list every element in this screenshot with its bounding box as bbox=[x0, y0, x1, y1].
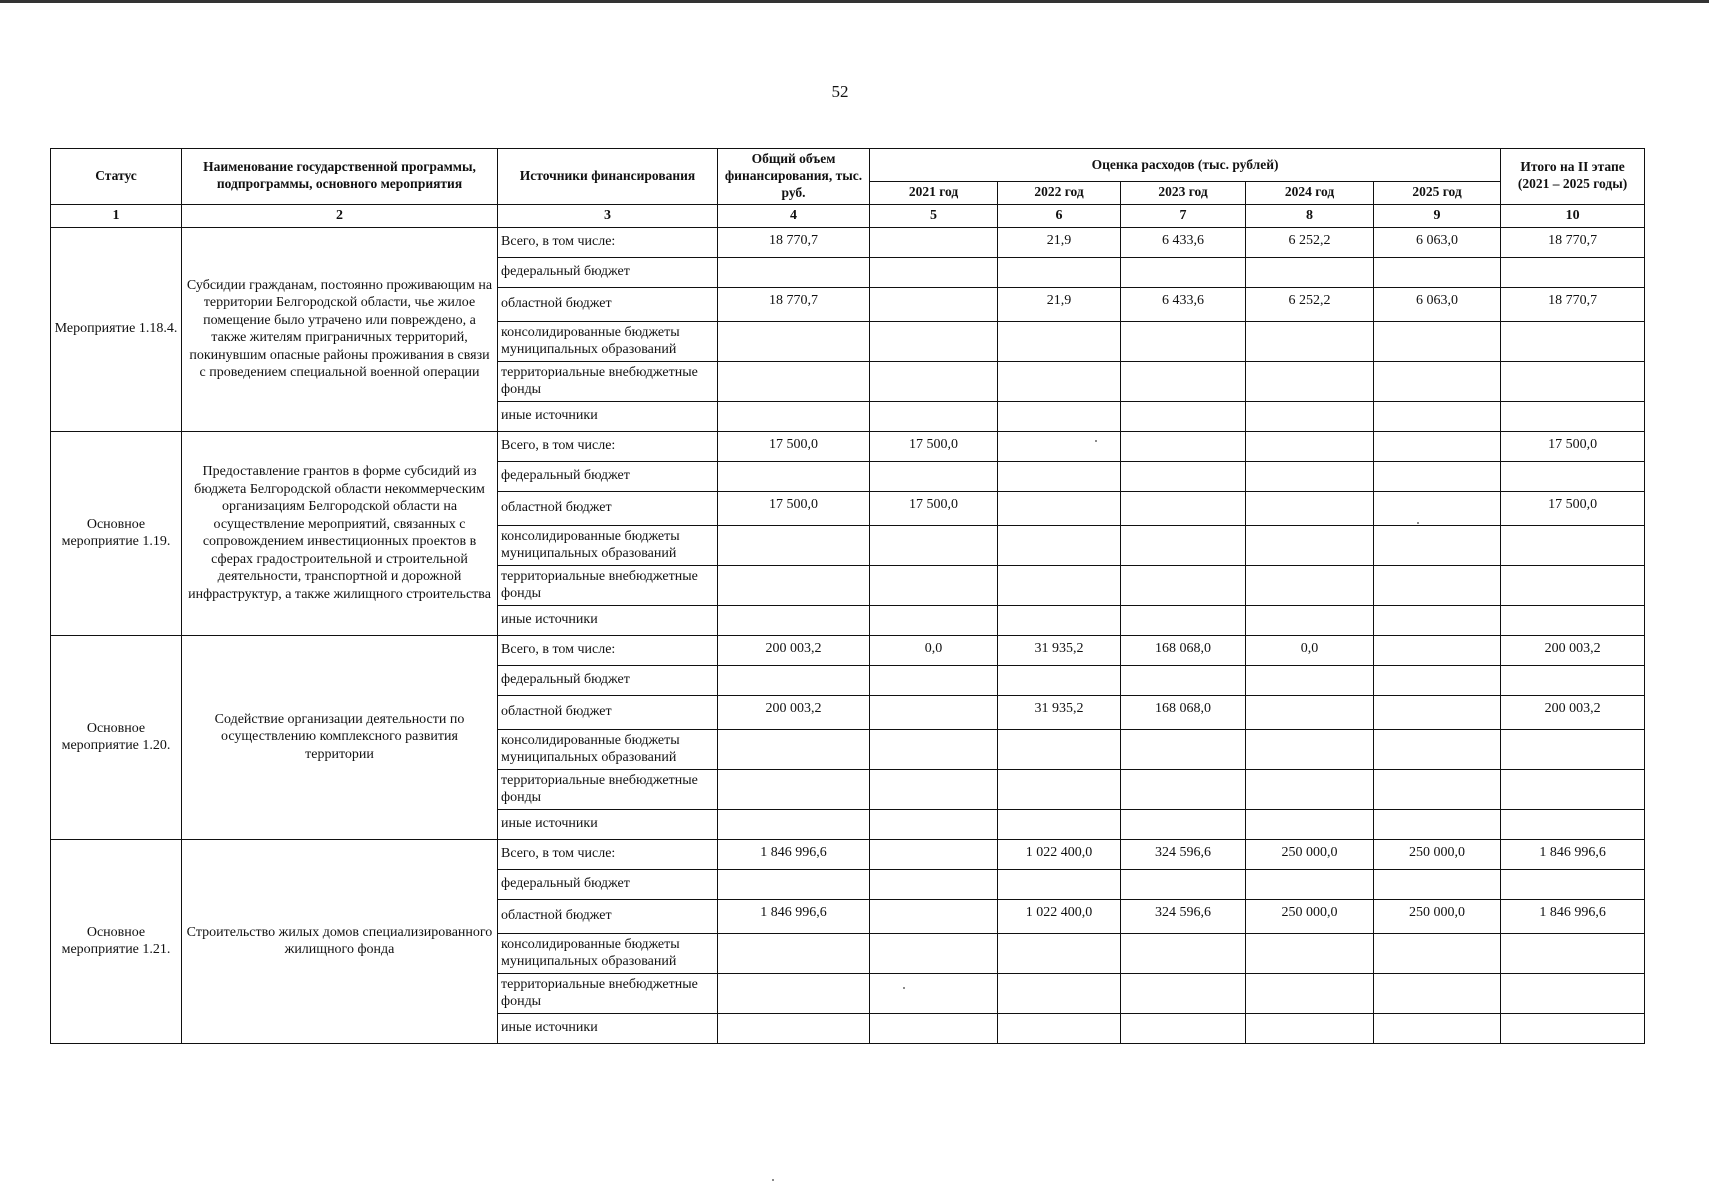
scan-speck bbox=[772, 1179, 774, 1181]
value-cell-y2023 bbox=[1121, 665, 1246, 695]
value-cell-total bbox=[718, 973, 870, 1013]
value-cell-y2024 bbox=[1246, 565, 1374, 605]
value-cell-y2023 bbox=[1121, 933, 1246, 973]
header-stage-total: Итого на II этапе (2021 – 2025 годы) bbox=[1501, 149, 1645, 205]
value-cell-y2022: 21,9 bbox=[998, 287, 1121, 321]
status-cell: Основное мероприятие 1.21. bbox=[51, 839, 182, 1043]
value-cell-y2025 bbox=[1374, 525, 1501, 565]
funding-source-cell: федеральный бюджет bbox=[498, 461, 718, 491]
header-year-2023: 2023 год bbox=[1121, 181, 1246, 204]
value-cell-y2024 bbox=[1246, 869, 1374, 899]
value-cell-y2024 bbox=[1246, 729, 1374, 769]
funding-source-cell: консолидированные бюджеты муниципальных образований bbox=[498, 525, 718, 565]
funding-source-cell: иные источники bbox=[498, 809, 718, 839]
value-cell-y2024 bbox=[1246, 769, 1374, 809]
value-cell-y2021 bbox=[870, 695, 998, 729]
column-index: 3 bbox=[498, 204, 718, 227]
column-index: 5 bbox=[870, 204, 998, 227]
value-cell-y2025: 6 063,0 bbox=[1374, 287, 1501, 321]
value-cell-total: 18 770,7 bbox=[718, 287, 870, 321]
value-cell-y2025 bbox=[1374, 869, 1501, 899]
value-cell-y2025 bbox=[1374, 361, 1501, 401]
value-cell-total: 200 003,2 bbox=[718, 695, 870, 729]
value-cell-y2022 bbox=[998, 565, 1121, 605]
value-cell-y2022: 1 022 400,0 bbox=[998, 839, 1121, 869]
value-cell-y2023 bbox=[1121, 869, 1246, 899]
value-cell-stage-total bbox=[1501, 729, 1645, 769]
value-cell-y2023: 168 068,0 bbox=[1121, 695, 1246, 729]
value-cell-y2022 bbox=[998, 973, 1121, 1013]
value-cell-y2022 bbox=[998, 257, 1121, 287]
value-cell-total: 17 500,0 bbox=[718, 491, 870, 525]
funding-source-cell: Всего, в том числе: bbox=[498, 227, 718, 257]
value-cell-y2022: 31 935,2 bbox=[998, 695, 1121, 729]
value-cell-y2022 bbox=[998, 933, 1121, 973]
funding-source-cell: областной бюджет bbox=[498, 287, 718, 321]
value-cell-stage-total bbox=[1501, 257, 1645, 287]
value-cell-stage-total bbox=[1501, 525, 1645, 565]
value-cell-y2021: 17 500,0 bbox=[870, 431, 998, 461]
value-cell-y2024 bbox=[1246, 933, 1374, 973]
value-cell-y2021: 17 500,0 bbox=[870, 491, 998, 525]
value-cell-total: 1 846 996,6 bbox=[718, 839, 870, 869]
value-cell-y2023 bbox=[1121, 461, 1246, 491]
funding-source-cell: консолидированные бюджеты муниципальных образований bbox=[498, 321, 718, 361]
value-cell-y2021 bbox=[870, 973, 998, 1013]
funding-source-cell: областной бюджет bbox=[498, 899, 718, 933]
value-cell-y2025 bbox=[1374, 461, 1501, 491]
value-cell-y2022 bbox=[998, 401, 1121, 431]
value-cell-y2024: 6 252,2 bbox=[1246, 227, 1374, 257]
value-cell-y2021 bbox=[870, 933, 998, 973]
scan-speck bbox=[1095, 440, 1097, 442]
funding-source-cell: федеральный бюджет bbox=[498, 665, 718, 695]
value-cell-y2023 bbox=[1121, 605, 1246, 635]
value-cell-stage-total bbox=[1501, 933, 1645, 973]
value-cell-y2025: 250 000,0 bbox=[1374, 839, 1501, 869]
status-cell: Мероприятие 1.18.4. bbox=[51, 227, 182, 431]
value-cell-y2021 bbox=[870, 809, 998, 839]
funding-source-cell: Всего, в том числе: bbox=[498, 431, 718, 461]
value-cell-y2021 bbox=[870, 461, 998, 491]
value-cell-y2022 bbox=[998, 869, 1121, 899]
column-index: 7 bbox=[1121, 204, 1246, 227]
value-cell-y2022 bbox=[998, 525, 1121, 565]
header-year-2021: 2021 год bbox=[870, 181, 998, 204]
funding-source-cell: иные источники bbox=[498, 605, 718, 635]
table-row bbox=[51, 227, 1645, 257]
value-cell-y2024 bbox=[1246, 809, 1374, 839]
value-cell-y2024 bbox=[1246, 257, 1374, 287]
value-cell-y2025 bbox=[1374, 401, 1501, 431]
funding-source-cell: федеральный бюджет bbox=[498, 257, 718, 287]
value-cell-total bbox=[718, 257, 870, 287]
value-cell-y2023 bbox=[1121, 1013, 1246, 1043]
value-cell-y2024: 6 252,2 bbox=[1246, 287, 1374, 321]
value-cell-y2023: 6 433,6 bbox=[1121, 287, 1246, 321]
value-cell-total bbox=[718, 729, 870, 769]
value-cell-total: 1 846 996,6 bbox=[718, 899, 870, 933]
value-cell-y2022 bbox=[998, 769, 1121, 809]
value-cell-y2021 bbox=[870, 287, 998, 321]
value-cell-y2022: 31 935,2 bbox=[998, 635, 1121, 665]
value-cell-y2022 bbox=[998, 321, 1121, 361]
column-index: 9 bbox=[1374, 204, 1501, 227]
value-cell-y2021 bbox=[870, 839, 998, 869]
value-cell-y2023 bbox=[1121, 491, 1246, 525]
value-cell-y2022 bbox=[998, 665, 1121, 695]
value-cell-y2022 bbox=[998, 431, 1121, 461]
header-name: Наименование государственной программы, подпрограммы, основного мероприятия bbox=[182, 149, 498, 205]
funding-source-cell: Всего, в том числе: bbox=[498, 839, 718, 869]
header-year-2024: 2024 год bbox=[1246, 181, 1374, 204]
page-number: 52 bbox=[831, 82, 849, 101]
budget-table bbox=[50, 148, 1645, 1044]
value-cell-y2021 bbox=[870, 729, 998, 769]
value-cell-total: 18 770,7 bbox=[718, 227, 870, 257]
column-index: 6 bbox=[998, 204, 1121, 227]
value-cell-y2025 bbox=[1374, 635, 1501, 665]
value-cell-y2025 bbox=[1374, 729, 1501, 769]
funding-source-cell: Всего, в том числе: bbox=[498, 635, 718, 665]
value-cell-stage-total: 200 003,2 bbox=[1501, 635, 1645, 665]
value-cell-y2025 bbox=[1374, 769, 1501, 809]
value-cell-y2024 bbox=[1246, 1013, 1374, 1043]
value-cell-stage-total: 18 770,7 bbox=[1501, 227, 1645, 257]
header-total: Общий объем финансирования, тыс. руб. bbox=[718, 149, 870, 205]
header-status: Статус bbox=[51, 149, 182, 205]
value-cell-y2023 bbox=[1121, 729, 1246, 769]
value-cell-y2021 bbox=[870, 227, 998, 257]
funding-source-cell: консолидированные бюджеты муниципальных образований bbox=[498, 729, 718, 769]
value-cell-y2025 bbox=[1374, 257, 1501, 287]
column-index: 2 bbox=[182, 204, 498, 227]
value-cell-total: 17 500,0 bbox=[718, 431, 870, 461]
value-cell-stage-total: 17 500,0 bbox=[1501, 491, 1645, 525]
header-year-2022: 2022 год bbox=[998, 181, 1121, 204]
table-row bbox=[51, 839, 1645, 869]
value-cell-y2021 bbox=[870, 899, 998, 933]
value-cell-y2022: 1 022 400,0 bbox=[998, 899, 1121, 933]
value-cell-y2025 bbox=[1374, 605, 1501, 635]
scan-speck bbox=[903, 987, 905, 989]
value-cell-y2024 bbox=[1246, 665, 1374, 695]
value-cell-stage-total bbox=[1501, 973, 1645, 1013]
value-cell-y2021 bbox=[870, 665, 998, 695]
value-cell-total bbox=[718, 401, 870, 431]
value-cell-total bbox=[718, 933, 870, 973]
value-cell-y2025: 250 000,0 bbox=[1374, 899, 1501, 933]
program-name-cell: Субсидии гражданам, постоянно проживающим на территории Белгородской области, чье жилое помещение было утрачено или повреждено, а также жителям приграничных территорий, покинувшим опасные районы проживания в связи с проведением специальной военной операции bbox=[182, 227, 498, 431]
value-cell-y2024 bbox=[1246, 973, 1374, 1013]
value-cell-total bbox=[718, 769, 870, 809]
value-cell-y2023 bbox=[1121, 769, 1246, 809]
value-cell-y2023: 168 068,0 bbox=[1121, 635, 1246, 665]
funding-source-cell: областной бюджет bbox=[498, 491, 718, 525]
funding-source-cell: территориальные внебюджетные фонды bbox=[498, 565, 718, 605]
top-border-line bbox=[0, 0, 1709, 3]
column-index-row bbox=[51, 204, 1645, 227]
column-index: 10 bbox=[1501, 204, 1645, 227]
value-cell-y2023 bbox=[1121, 525, 1246, 565]
value-cell-y2025 bbox=[1374, 1013, 1501, 1043]
value-cell-y2024 bbox=[1246, 321, 1374, 361]
value-cell-y2025 bbox=[1374, 665, 1501, 695]
scan-speck bbox=[1417, 522, 1419, 524]
value-cell-stage-total bbox=[1501, 401, 1645, 431]
funding-source-cell: иные источники bbox=[498, 401, 718, 431]
value-cell-stage-total bbox=[1501, 665, 1645, 695]
value-cell-total bbox=[718, 565, 870, 605]
column-index: 8 bbox=[1246, 204, 1374, 227]
header-estimate: Оценка расходов (тыс. рублей) bbox=[870, 149, 1501, 182]
value-cell-total: 200 003,2 bbox=[718, 635, 870, 665]
value-cell-y2021 bbox=[870, 869, 998, 899]
value-cell-stage-total: 200 003,2 bbox=[1501, 695, 1645, 729]
value-cell-total bbox=[718, 605, 870, 635]
value-cell-stage-total bbox=[1501, 769, 1645, 809]
value-cell-y2022 bbox=[998, 605, 1121, 635]
value-cell-total bbox=[718, 525, 870, 565]
value-cell-y2021: 0,0 bbox=[870, 635, 998, 665]
value-cell-y2024 bbox=[1246, 461, 1374, 491]
value-cell-total bbox=[718, 461, 870, 491]
value-cell-stage-total bbox=[1501, 1013, 1645, 1043]
value-cell-y2021 bbox=[870, 1013, 998, 1043]
value-cell-y2024: 250 000,0 bbox=[1246, 899, 1374, 933]
value-cell-y2023 bbox=[1121, 565, 1246, 605]
value-cell-y2025 bbox=[1374, 933, 1501, 973]
value-cell-y2023 bbox=[1121, 321, 1246, 361]
value-cell-y2025 bbox=[1374, 973, 1501, 1013]
value-cell-y2021 bbox=[870, 565, 998, 605]
value-cell-y2024 bbox=[1246, 361, 1374, 401]
value-cell-stage-total bbox=[1501, 869, 1645, 899]
value-cell-y2023: 6 433,6 bbox=[1121, 227, 1246, 257]
funding-source-cell: территориальные внебюджетные фонды bbox=[498, 361, 718, 401]
value-cell-y2021 bbox=[870, 361, 998, 401]
value-cell-y2024 bbox=[1246, 401, 1374, 431]
value-cell-stage-total bbox=[1501, 809, 1645, 839]
value-cell-total bbox=[718, 1013, 870, 1043]
value-cell-stage-total bbox=[1501, 361, 1645, 401]
value-cell-total bbox=[718, 869, 870, 899]
table-row bbox=[51, 635, 1645, 665]
funding-source-cell: территориальные внебюджетные фонды bbox=[498, 973, 718, 1013]
header-source: Источники финансирования bbox=[498, 149, 718, 205]
value-cell-y2023 bbox=[1121, 809, 1246, 839]
program-name-cell: Предоставление грантов в форме субсидий из бюджета Белгородской области некоммерческим организациям Белгородской области на осуществление мероприятий, связанных с сопровождением инвестиционных проектов в сферах градостроительной и строительной деятельности, транспортной и дорожной инфраструктур, а также жилищного строительства bbox=[182, 431, 498, 635]
value-cell-y2025 bbox=[1374, 565, 1501, 605]
table-body bbox=[51, 227, 1645, 1043]
value-cell-y2025 bbox=[1374, 431, 1501, 461]
value-cell-y2022 bbox=[998, 491, 1121, 525]
value-cell-stage-total bbox=[1501, 461, 1645, 491]
value-cell-y2025 bbox=[1374, 695, 1501, 729]
value-cell-y2024 bbox=[1246, 491, 1374, 525]
value-cell-y2025 bbox=[1374, 491, 1501, 525]
funding-source-cell: территориальные внебюджетные фонды bbox=[498, 769, 718, 809]
program-name-cell: Строительство жилых домов специализированного жилищного фонда bbox=[182, 839, 498, 1043]
status-cell: Основное мероприятие 1.20. bbox=[51, 635, 182, 839]
value-cell-y2025 bbox=[1374, 809, 1501, 839]
value-cell-y2024 bbox=[1246, 605, 1374, 635]
funding-source-cell: иные источники bbox=[498, 1013, 718, 1043]
value-cell-y2021 bbox=[870, 257, 998, 287]
value-cell-y2023 bbox=[1121, 257, 1246, 287]
value-cell-y2024 bbox=[1246, 525, 1374, 565]
value-cell-y2024: 0,0 bbox=[1246, 635, 1374, 665]
value-cell-y2023 bbox=[1121, 431, 1246, 461]
value-cell-stage-total: 18 770,7 bbox=[1501, 287, 1645, 321]
value-cell-stage-total bbox=[1501, 321, 1645, 361]
column-index: 1 bbox=[51, 204, 182, 227]
table-row bbox=[51, 431, 1645, 461]
value-cell-y2022 bbox=[998, 461, 1121, 491]
value-cell-y2023: 324 596,6 bbox=[1121, 839, 1246, 869]
value-cell-y2022 bbox=[998, 729, 1121, 769]
value-cell-y2022: 21,9 bbox=[998, 227, 1121, 257]
value-cell-stage-total: 1 846 996,6 bbox=[1501, 839, 1645, 869]
header-year-2025: 2025 год bbox=[1374, 181, 1501, 204]
value-cell-y2023: 324 596,6 bbox=[1121, 899, 1246, 933]
value-cell-y2024: 250 000,0 bbox=[1246, 839, 1374, 869]
funding-source-cell: областной бюджет bbox=[498, 695, 718, 729]
value-cell-y2025 bbox=[1374, 321, 1501, 361]
value-cell-y2023 bbox=[1121, 973, 1246, 1013]
value-cell-y2021 bbox=[870, 401, 998, 431]
value-cell-y2021 bbox=[870, 321, 998, 361]
program-name-cell: Содействие организации деятельности по осуществлению комплексного развития территории bbox=[182, 635, 498, 839]
value-cell-y2023 bbox=[1121, 361, 1246, 401]
value-cell-total bbox=[718, 665, 870, 695]
value-cell-y2024 bbox=[1246, 695, 1374, 729]
value-cell-y2022 bbox=[998, 1013, 1121, 1043]
value-cell-total bbox=[718, 321, 870, 361]
status-cell: Основное мероприятие 1.19. bbox=[51, 431, 182, 635]
value-cell-y2023 bbox=[1121, 401, 1246, 431]
value-cell-stage-total: 1 846 996,6 bbox=[1501, 899, 1645, 933]
value-cell-y2022 bbox=[998, 361, 1121, 401]
value-cell-y2025: 6 063,0 bbox=[1374, 227, 1501, 257]
value-cell-stage-total bbox=[1501, 605, 1645, 635]
value-cell-y2021 bbox=[870, 769, 998, 809]
value-cell-stage-total bbox=[1501, 565, 1645, 605]
value-cell-y2021 bbox=[870, 525, 998, 565]
value-cell-y2024 bbox=[1246, 431, 1374, 461]
value-cell-y2022 bbox=[998, 809, 1121, 839]
funding-source-cell: федеральный бюджет bbox=[498, 869, 718, 899]
value-cell-total bbox=[718, 809, 870, 839]
value-cell-stage-total: 17 500,0 bbox=[1501, 431, 1645, 461]
column-index: 4 bbox=[718, 204, 870, 227]
value-cell-y2021 bbox=[870, 605, 998, 635]
funding-source-cell: консолидированные бюджеты муниципальных образований bbox=[498, 933, 718, 973]
value-cell-total bbox=[718, 361, 870, 401]
